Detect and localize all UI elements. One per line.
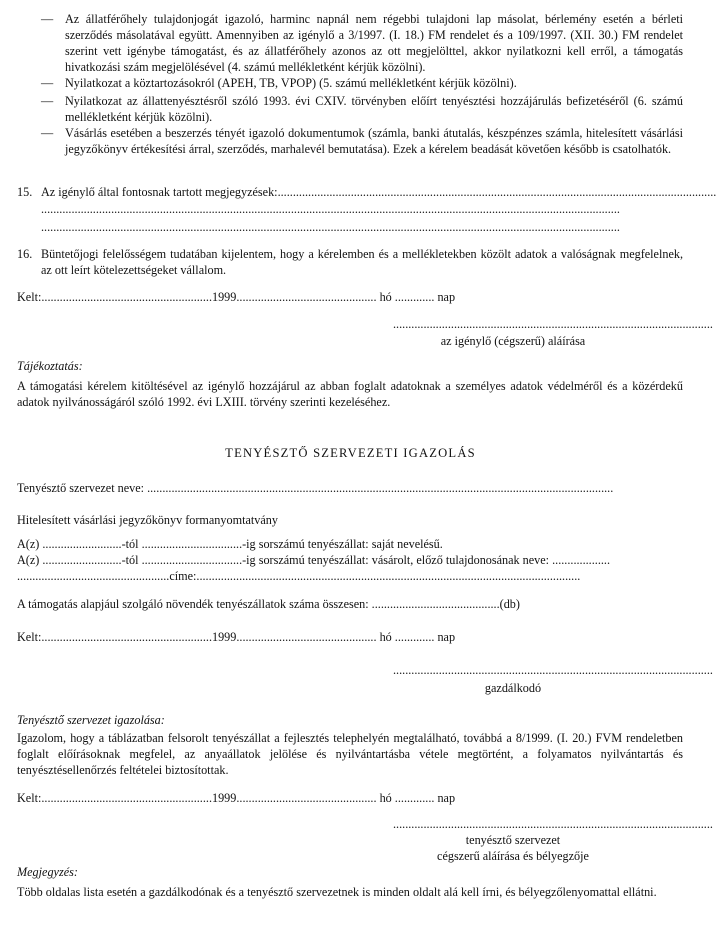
date-line-2[interactable]: Kelt:........................................................1999.............................................. hó ............. nap: [17, 630, 456, 644]
signature-line-3[interactable]: .........................................................................................................: [393, 817, 713, 831]
item-16-text: Büntetőjogi felelősségem tudatában kijelentem, hogy a kérelemben és a mellékletekben közölt adatok a valóságnak megfelelnek, az ott leírt kötelezettségeket vállalom.: [41, 247, 683, 277]
item-15-dots: ................................................................................................................................................: [277, 185, 716, 199]
info-text: A támogatási kérelem kitöltésével az igénylő hozzájárul az abban foglalt adatoknak a személyes adatok védelméről és a közérdekű adatok nyilvánosságáról szóló 1992. évi LXIII. törvény szerinti kezeléséhez.: [17, 379, 683, 409]
info-heading: Tájékoztatás:: [17, 359, 83, 373]
form-label: Hitelesített vásárlási jegyzőkönyv formanyomtatvány: [17, 513, 278, 527]
section-title: TENYÉSZTŐ SZERVEZETI IGAZOLÁS: [225, 446, 476, 460]
dash-marker: —: [41, 76, 54, 90]
note-heading: Megjegyzés:: [17, 865, 78, 879]
org-cert-text: Igazolom, hogy a táblázatban felsorolt tenyészállat a fejlesztés telephelyén megtalálható, továbbá a 8/1999. (I. 20.) FVM rendeletben foglalt előírásoknak megfelel, az anyaállatok jelölése és nyilvántartásba vétele megtörtént, a folyamatos nyilvántartás és tenyésztésellenőrzés feltételei biztosítottak.: [17, 731, 683, 777]
signature-line-2[interactable]: .........................................................................................................: [393, 663, 713, 677]
attachment-2: Nyilatkozat a köztartozásokról (APEH, TB, VPOP) (5. számú mellékletként kérjük közölni).: [65, 76, 517, 90]
item-15-line-2[interactable]: ..............................................................................................................................................................................................: [41, 202, 620, 216]
animal-range-own[interactable]: A(z) ..........................-tól .................................-ig sorszámú tenyészállat: saját nevelésű.: [17, 537, 443, 551]
animal-range-bought[interactable]: A(z) ..........................-tól .................................-ig sorszámú tenyészállat: vásárolt, előző tulajdonosának neve: ...................: [17, 553, 611, 567]
attachment-1: Az állatférőhely tulajdonjogát igazoló, harminc napnál nem régebbi tulajdoni lap másolat, bérlemény esetén a bérleti szerződés másolatával együtt. Amennyiben az igénylő a 3/1997. (I. 18.) FM rendelet és a 109/1997. (XII. 30.) FM rendelet szerint vett igénybe támogatást, és az állatférőhely azonos az ott megjelölttel, akkor nyilatkozni kell erről, a támogatás hivatkozási szám megjelölésével (4. számú mellékletként kérjük közölni).: [65, 12, 683, 74]
previous-owner-address[interactable]: ..................................................címe:..............................................................................................................................: [17, 569, 581, 583]
note-text: Több oldalas lista esetén a gazdálkodónak és a tenyésztő szervezetnek is minden oldalt alá kell írni, és bélyegzőlenyomattal ellátni.: [17, 885, 657, 899]
item-15-label: Az igénylő által fontosnak tartott megjegyzések:: [41, 185, 278, 199]
item-16-number: 16.: [17, 247, 33, 261]
signature-label-3a: tenyésztő szervezet: [465, 833, 561, 847]
org-name-field[interactable]: Tenyésztő szervezet neve: .........................................................................................................................................................: [17, 481, 614, 495]
item-15-line-3[interactable]: ..............................................................................................................................................................................................: [41, 220, 620, 234]
org-cert-heading: Tenyésztő szervezet igazolása:: [17, 713, 165, 727]
signature-label-2: gazdálkodó: [484, 681, 542, 695]
date-line-3[interactable]: Kelt:........................................................1999.............................................. hó ............. nap: [17, 791, 456, 805]
dash-marker: —: [41, 126, 54, 140]
dash-marker: —: [41, 94, 54, 108]
item-15-number: 15.: [17, 185, 33, 199]
dash-marker: —: [41, 12, 54, 26]
signature-label-1: az igénylő (cégszerű) aláírása: [440, 334, 586, 348]
attachment-4: Vásárlás esetében a beszerzés tényét igazoló dokumentumok (számla, banki átutalás, készpénzes számla, hitelesített vásárlási jegyzőkönyv értékesítési árral, szerződés, marhalevél bemutatása). Ezek a kérelem beadását követően később is csatolhatók.: [65, 126, 683, 156]
signature-line-1[interactable]: .........................................................................................................: [393, 317, 713, 331]
signature-label-3b: cégszerű aláírása és bélyegzője: [437, 849, 589, 863]
date-line-1[interactable]: Kelt:........................................................1999.............................................. hó ............. nap: [17, 290, 456, 304]
animal-count-field[interactable]: A támogatás alapjául szolgáló növendék tenyészállatok száma összesen: ..........................................(db): [17, 597, 520, 611]
attachment-3: Nyilatkozat az állattenyésztésről szóló 1993. évi CXIV. törvényben előírt tenyésztési hozzájárulás befizetéséről (6. számú mellékletként kérjük közölni).: [65, 94, 683, 124]
item-15-field[interactable]: [41, 184, 716, 200]
